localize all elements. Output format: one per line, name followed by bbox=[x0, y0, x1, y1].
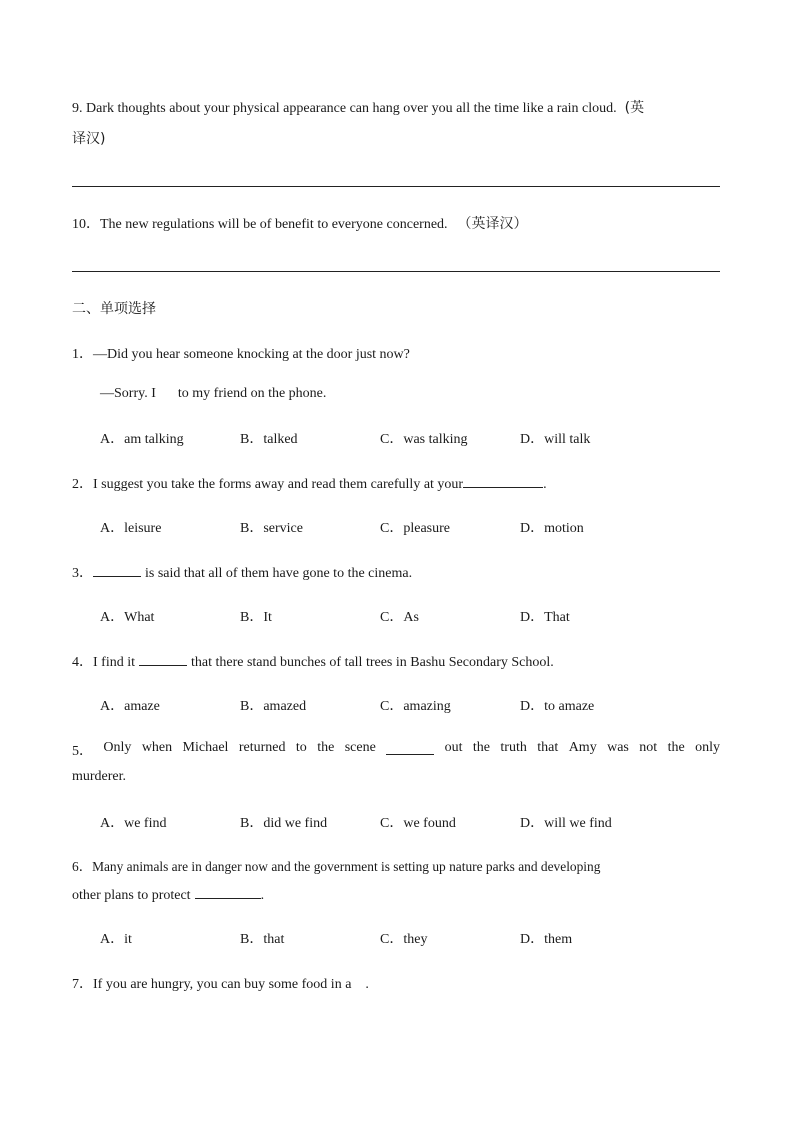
question-5-word: Amy bbox=[568, 740, 597, 755]
question-5-word: the bbox=[472, 740, 491, 755]
question-6-option-d[interactable]: D．them bbox=[520, 932, 573, 947]
answer-line-9 bbox=[72, 186, 720, 187]
question-2-option-b[interactable]: B．service bbox=[240, 521, 303, 536]
question-5-word: returned bbox=[238, 740, 286, 755]
section-2-heading: 二、单项选择 bbox=[72, 301, 156, 317]
question-3-stem bbox=[72, 562, 412, 582]
question-9-tag: (英 bbox=[624, 100, 645, 116]
question-6-option-a[interactable]: A．it bbox=[100, 932, 132, 947]
question-5-option-d[interactable]: D．will we find bbox=[520, 816, 612, 831]
question-6-blank bbox=[195, 886, 261, 899]
question-6-stem-b: . bbox=[260, 888, 265, 903]
question-5-word: 5． bbox=[72, 744, 93, 759]
question-3-option-b[interactable]: B．It bbox=[240, 610, 272, 625]
question-4-stem-b: that there stand bunches of tall trees in Bashu Secondary School. bbox=[191, 655, 554, 670]
question-2-stem-a: 2．I suggest you take the forms away and read them carefully at your bbox=[72, 477, 464, 492]
question-4-option-a[interactable]: A．amaze bbox=[100, 699, 160, 714]
question-4-option-c[interactable]: C．amazing bbox=[380, 699, 451, 714]
question-5-word: when bbox=[141, 740, 173, 755]
question-1-option-c[interactable]: C．was talking bbox=[380, 432, 468, 447]
question-4-blank bbox=[139, 653, 187, 666]
question-4-option-d[interactable]: D．to amaze bbox=[520, 699, 595, 714]
question-5-word: only bbox=[695, 740, 720, 755]
question-9-text: 9. Dark thoughts about your physical appearance can hang over you all the time like a rain cloud. bbox=[72, 101, 617, 116]
question-3-option-c[interactable]: C．As bbox=[380, 610, 419, 625]
question-5-option-b[interactable]: B．did we find bbox=[240, 816, 328, 831]
question-2-blank bbox=[463, 475, 543, 488]
question-9-line1 bbox=[72, 97, 644, 117]
question-3-option-a[interactable]: A．What bbox=[100, 610, 155, 625]
question-5-word: that bbox=[537, 740, 559, 755]
question-5-option-a[interactable]: A．we find bbox=[100, 816, 167, 831]
question-5-word: truth bbox=[500, 740, 527, 755]
question-1-reply-a: —Sorry. I bbox=[100, 386, 156, 401]
question-1-reply bbox=[100, 386, 326, 402]
question-5-stem-line2: murderer. bbox=[72, 769, 127, 784]
question-10-tag: （英译汉） bbox=[457, 216, 528, 232]
question-3-stem-a: 3． bbox=[72, 566, 93, 581]
question-10-line bbox=[72, 213, 528, 233]
question-1-option-d[interactable]: D．will talk bbox=[520, 432, 591, 447]
question-5-word: not bbox=[639, 740, 658, 755]
question-3-blank bbox=[93, 564, 141, 577]
question-7-stem-a: 7．If you are hungry, you can buy some food in a bbox=[72, 977, 352, 992]
question-3-option-d[interactable]: D．That bbox=[520, 610, 570, 625]
question-4-option-b[interactable]: B．amazed bbox=[240, 699, 307, 714]
question-1-reply-b: to my friend on the phone. bbox=[177, 386, 327, 401]
question-9-line2: 译汉) bbox=[72, 131, 106, 147]
question-10-text: 10．The new regulations will be of benefit to everyone concerned. bbox=[72, 217, 448, 232]
question-6-stem-a: other plans to protect bbox=[72, 888, 191, 903]
question-2-option-d[interactable]: D．motion bbox=[520, 521, 584, 536]
question-5-word: out bbox=[444, 740, 463, 755]
question-2-stem-b: . bbox=[543, 477, 547, 492]
question-6-option-c[interactable]: C．they bbox=[380, 932, 428, 947]
question-5-blank bbox=[386, 742, 434, 755]
question-6-option-b[interactable]: B．that bbox=[240, 932, 285, 947]
question-7-stem-b: . bbox=[365, 977, 369, 992]
question-5-word: Michael bbox=[182, 740, 229, 755]
question-2-stem bbox=[72, 473, 547, 493]
question-1-option-a[interactable]: A．am talking bbox=[100, 432, 184, 447]
question-5-option-c[interactable]: C．we found bbox=[380, 816, 456, 831]
question-5-word: was bbox=[607, 740, 629, 755]
question-4-stem-a: 4．I find it bbox=[72, 655, 135, 670]
question-5-stem bbox=[72, 740, 720, 760]
answer-line-10 bbox=[72, 271, 720, 272]
question-2-option-c[interactable]: C．pleasure bbox=[380, 521, 450, 536]
question-5-word: the bbox=[317, 740, 335, 755]
question-5-word: to bbox=[295, 740, 307, 755]
question-6-stem-line2 bbox=[72, 886, 264, 904]
question-5-word: the bbox=[667, 740, 685, 755]
question-1-option-b[interactable]: B．talked bbox=[240, 432, 298, 447]
question-4-stem bbox=[72, 651, 554, 671]
question-3-stem-b: is said that all of them have gone to the cinema. bbox=[145, 566, 413, 581]
question-7-stem bbox=[72, 973, 369, 993]
question-6-stem-line1: 6．Many animals are in danger now and the government is setting up nature parks and developing bbox=[72, 859, 601, 874]
question-1-stem: 1．—Did you hear someone knocking at the door just now? bbox=[72, 347, 410, 362]
question-5-word: scene bbox=[344, 740, 376, 755]
question-5-word: Only bbox=[103, 740, 132, 755]
question-2-option-a[interactable]: A．leisure bbox=[100, 521, 162, 536]
